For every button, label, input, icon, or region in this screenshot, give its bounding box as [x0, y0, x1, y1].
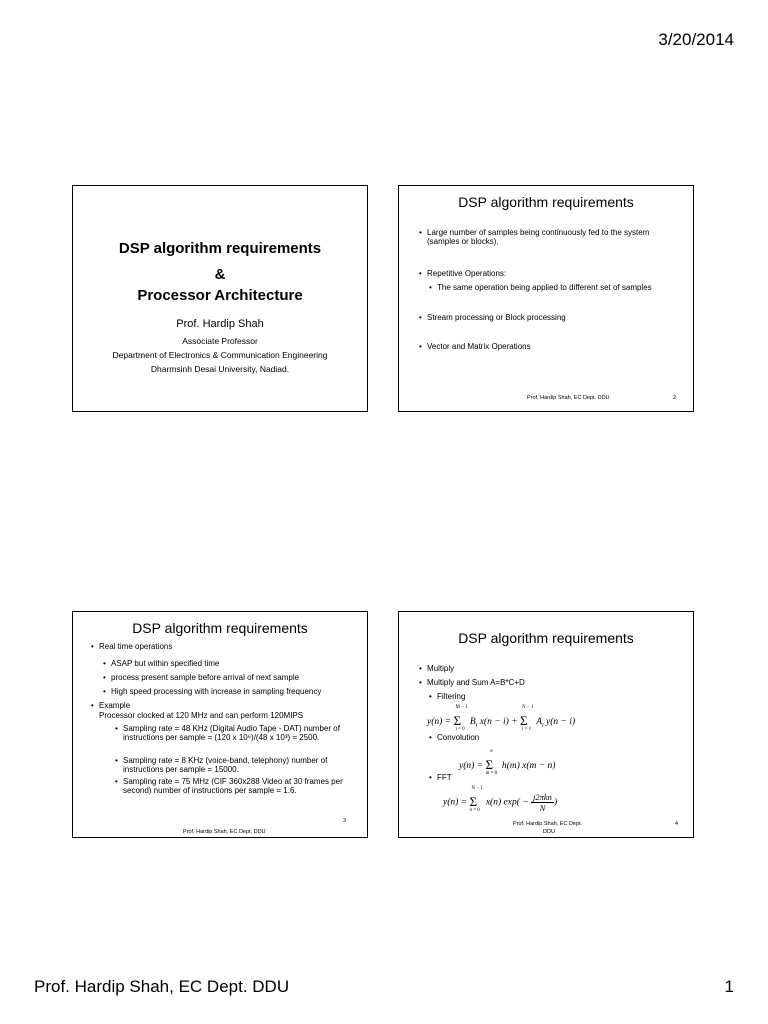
slide-4-title: DSP algorithm requirements [458, 630, 634, 646]
slide-1-role: Associate Professor [182, 336, 258, 346]
filter-eq-lhs: y(n) = [427, 717, 454, 727]
filter-eq-mid: x(n − i) + [477, 717, 520, 727]
slide-4-thumbnail [398, 611, 694, 838]
slide-1-title-line1: DSP algorithm requirements [118, 240, 322, 257]
slide-4-sub-bullet-fft: • FFT [437, 773, 452, 782]
slide-3-example-text: Processor clocked at 120 MHz and can perform 120MIPS [99, 711, 304, 720]
slide-3-sub-bullet-2: • process present sample before arrival of next sample [111, 673, 299, 682]
fft-sum-upper: N − 1 [471, 785, 483, 791]
page-footer-author: Prof. Hardip Shah, EC Dept. DDU [34, 977, 290, 996]
conv-eq-lhs: y(n) = [459, 761, 486, 771]
slide-4-bullet-1: • Multiply [427, 664, 454, 673]
fft-eq-lhs: y(n) = [443, 797, 470, 808]
slide-4-sub-bullet-filtering: • Filtering [437, 692, 465, 701]
fft-sum-lower: n = 0 [469, 807, 480, 813]
slide-2-sub-bullet-1: • The same operation being applied to different set of samples [437, 283, 652, 292]
slide-1-title-line2: & [214, 266, 226, 283]
fft-fraction-numerator: j2πkn [533, 792, 552, 802]
filter-sum2-sigma: Σ [519, 713, 528, 728]
slide-3-example-3: • Sampling rate = 75 MHz (CIF 360x288 Video at 30 frames per second) number of instructions per sample = 1.6. [123, 777, 363, 796]
slide-3-bullet-2: • Example [99, 701, 130, 710]
filter-eq-end: y(n − i) [543, 717, 576, 727]
page-date: 3/20/2014 [658, 30, 734, 49]
slide-1-thumbnail [72, 185, 368, 412]
slide-4-convolution-equation [459, 749, 556, 776]
slide-1-university: Dharmsinh Desai University, Nadiad. [150, 364, 290, 374]
fft-eq-mid: x(n) exp( − [485, 797, 532, 808]
slide-3-bullet-1: • Real time operations [99, 642, 172, 651]
slide-2-bullet-2: • Repetitive Operations: [427, 269, 506, 278]
slide-2-bullet-4: • Vector and Matrix Operations [427, 342, 531, 351]
slide-4-bullet-2: • Multiply and Sum A=B*C+D [427, 678, 525, 687]
filter-sum1-upper: M − 1 [455, 705, 468, 710]
slide-3-thumbnail [72, 611, 368, 838]
slide-3-example-2: • Sampling rate = 8 KHz (voice-band, telephony) number of instructions per sample = 15000. [123, 756, 363, 775]
slide-2-page-number: 2 [673, 395, 677, 401]
conv-sum-lower: m = 0 [485, 771, 498, 776]
filter-sum1-sigma: Σ [453, 713, 462, 728]
slide-2-bullet-1: • Large number of samples being continuously fed to the system (samples or blocks). [427, 228, 677, 247]
slide-4-footer-line1: Prof. Hardip Shah, EC Dept. [513, 821, 583, 827]
slide-4-page-number: 4 [675, 821, 679, 827]
slide-4-sub-bullet-convolution: • Convolution [437, 733, 479, 742]
page-number: 1 [724, 977, 734, 996]
slide-1-dept: Department of Electronics & Communication Engineering [112, 350, 328, 360]
conv-sum-sigma: Σ [485, 757, 494, 772]
slide-1-author: Prof. Hardip Shah [176, 318, 264, 330]
filter-coef-b: B [469, 717, 476, 727]
filter-sum2-lower: i = 1 [521, 727, 532, 732]
slide-3-title: DSP algorithm requirements [132, 620, 308, 636]
fft-sum-sigma: Σ [469, 793, 478, 809]
slide-3-footer: Prof. Hardip Shah, EC Dept. DDU [183, 829, 266, 835]
slide-3-sub-bullet-1: • ASAP but within specified time [111, 659, 219, 668]
fft-fraction-denominator: N [539, 803, 546, 813]
conv-sum-upper: ∞ [489, 749, 494, 754]
slide-4-fft-equation [443, 785, 558, 813]
slide-3-page-number: 3 [343, 818, 347, 824]
slide-3-sub-bullet-3: • High speed processing with increase in sampling frequency [111, 687, 321, 696]
fft-eq-end: ) [553, 797, 558, 808]
slide-2-title: DSP algorithm requirements [458, 194, 634, 210]
filter-sum2-upper: N − 1 [521, 705, 534, 710]
filter-coef-a: A [536, 717, 542, 727]
filter-coef-a-sub: i [542, 722, 544, 729]
slide-3-example-1: • Sampling rate = 48 KHz (Digital Audio Tape - DAT) number of instructions per sample = (120 x 10⁶)/(48 x 10³) = 2500. [123, 724, 363, 743]
slide-2-thumbnail [398, 185, 694, 412]
conv-eq-rhs: h(m) x(m − n) [501, 761, 556, 771]
filter-coef-b-sub: i [475, 722, 478, 729]
fft-fraction [531, 792, 554, 813]
slide-2-bullet-3: • Stream processing or Block processing [427, 313, 566, 322]
slide-2-footer: Prof. Hardip Shah, EC Dept. DDU [527, 395, 610, 401]
slide-4-filter-equation [427, 705, 576, 732]
filter-sum1-lower: i = 0 [455, 727, 465, 732]
slide-4-footer-line2: DDU [543, 829, 555, 835]
slide-1-title-line3: Processor Architecture [137, 287, 303, 304]
